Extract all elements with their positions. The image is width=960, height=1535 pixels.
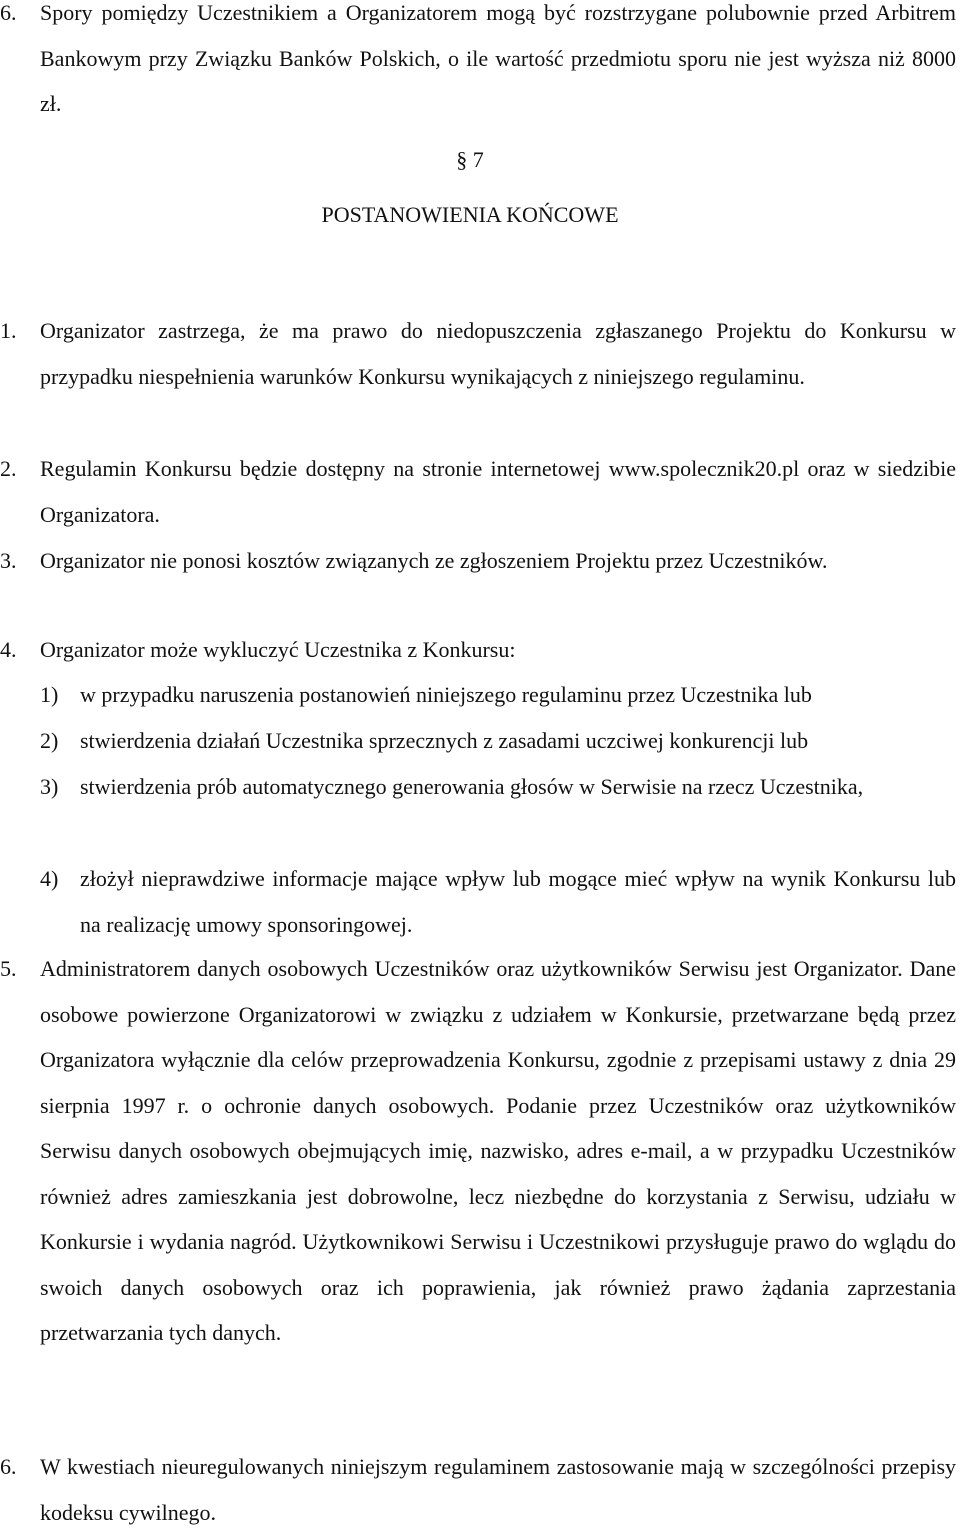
item-text: Administratorem danych osobowych Uczestników oraz użytkowników Serwisu jest Organizator. Dane osobowe powierzone Organizatorowi w związku z udziałem w Konkursie, przetwarzane będą przez Organizatora wyłącznie dla celów przeprowadzenia Konkursu, zgodnie z przepisami ustawy z dnia 29 sierpnia 1997 r. o ochronie danych osobowych. Podanie przez Uczestników oraz użytkowników Serwisu danych osobowych obejmujących imię, nazwisko, adres e-mail, a w przypadku Uczestników również adres zamieszkania jest dobrowolne, lecz niezbędne do korzystania z Serwisu, udziału w Konkursie i wydania nagród. Użytkownikowi Serwisu i Uczestnikowi przysługuje prawo do wglądu do swoich danych osobowych oraz ich poprawienia, jak również prawo żądania zaprzestania przetwarzania tych danych. [40,956,956,1345]
item-number: 4. [0,637,17,662]
item-text: W kwestiach nieuregulowanych niniejszym regulaminem zastosowanie mają w szczególności przepisy kodeksu cywilnego. [40,1454,956,1525]
item-number: 1. [0,318,17,343]
subitem-text: stwierdzenia działań Uczestnika sprzecznych z zasadami uczciwej konkurencji lub [80,728,809,753]
item-text: Organizator nie ponosi kosztów związanych ze zgłoszeniem Projektu przez Uczestników. [40,548,828,573]
item-number: 6. [0,0,17,25]
subitem-text: stwierdzenia prób automatycznego generowania głosów w Serwisie na rzecz Uczestnika, [80,774,864,799]
item-text: Organizator może wykluczyć Uczestnika z Konkursu: [40,637,516,662]
subitem-number: 2) [40,728,59,753]
subitem-number: 4) [40,866,59,891]
item-text: Organizator zastrzega, że ma prawo do niedopuszczenia zgłaszanego Projektu do Konkursu w przypadku niespełnienia warunków Konkursu wynikających z niniejszego regulaminu. [40,318,956,389]
item-text: Regulamin Konkursu będzie dostępny na stronie internetowej www.spolecznik20.pl oraz w siedzibie Organizatora. [40,456,956,527]
item-number: 2. [0,456,17,481]
section-number: § 7 [456,147,484,172]
subitem-text: złożył nieprawdziwe informacje mające wpływ lub mogące mieć wpływ na wynik Konkursu lub na realizację umowy sponsoringowej. [80,866,956,937]
item-text: Spory pomiędzy Uczestnikiem a Organizatorem mogą być rozstrzygane polubownie przed Arbitrem Bankowym przy Związku Banków Polskich, o ile wartość przedmiotu sporu nie jest wyższa niż 8000 zł. [40,0,956,116]
subitem-text: w przypadku naruszenia postanowień niniejszego regulaminu przez Uczestnika lub [80,682,812,707]
item-number: 3. [0,548,17,573]
subitem-number: 3) [40,774,59,799]
item-number: 6. [0,1454,17,1479]
item-number: 5. [0,956,17,981]
subitem-number: 1) [40,682,59,707]
section-title: POSTANOWIENIA KOŃCOWE [321,202,619,227]
